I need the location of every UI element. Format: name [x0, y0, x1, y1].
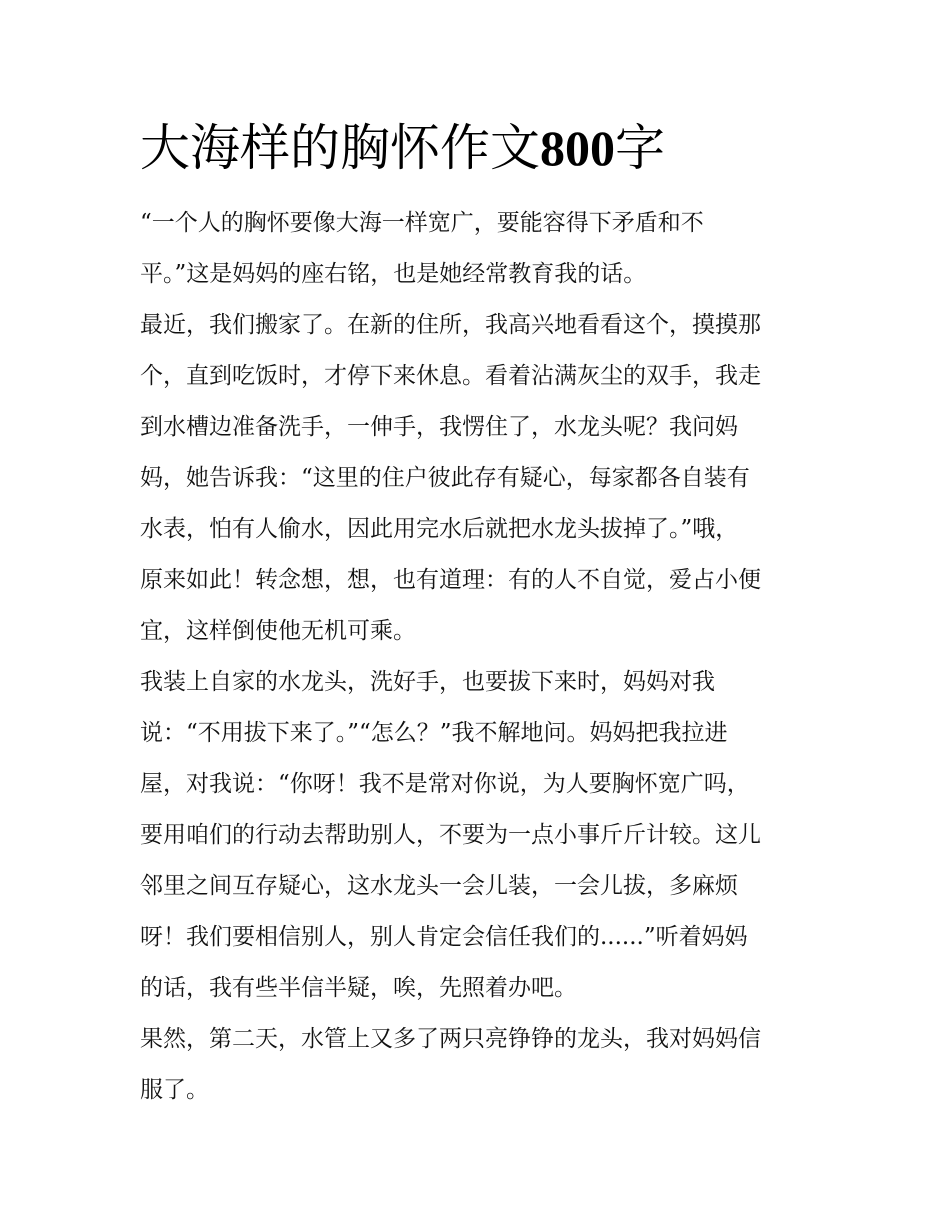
text-line: 说：“不用拔下来了。”“怎么？”我不解地问。妈妈把我拉进	[140, 720, 728, 746]
text-line: 服了。	[140, 1077, 209, 1103]
text-line: 水表，怕有人偷水，因此用完水后就把水龙头拔掉了。”哦，	[140, 516, 739, 542]
text-line: 屋，对我说：“你呀！我不是常对你说，为人要胸怀宽广吗，	[140, 771, 750, 797]
text-line: 果然，第二天，水管上又多了两只亮铮铮的龙头，我对妈妈信	[140, 1026, 761, 1052]
text-line: “一个人的胸怀要像大海一样宽广，要能容得下矛盾和不	[140, 210, 704, 236]
text-line: 的话，我有些半信半疑，唉，先照着办吧。	[140, 975, 577, 1001]
text-line: 原来如此！转念想，想，也有道理：有的人不自觉，爱占小便	[140, 567, 761, 593]
text-line: 最近，我们搬家了。在新的住所，我高兴地看看这个，摸摸那	[140, 312, 761, 338]
text-line: 要用咱们的行动去帮助别人，不要为一点小事斤斤计较。这儿	[140, 822, 761, 848]
title-number: 800	[540, 120, 615, 176]
title-tail-text: 字	[615, 119, 665, 177]
text-line: 呀！我们要相信别人，别人肯定会信任我们的......”听着妈妈	[140, 924, 748, 950]
text-line: 个，直到吃饭时，才停下来休息。看着沾满灰尘的双手，我走	[140, 363, 761, 389]
document-title	[140, 112, 665, 184]
text-line: 我装上自家的水龙头，洗好手，也要拔下来时，妈妈对我	[140, 669, 715, 695]
text-line: 到水槽边准备洗手，一伸手，我愣住了，水龙头呢？我问妈	[140, 414, 738, 440]
text-line: 妈，她告诉我：“这里的住户彼此存有疑心，每家都各自装有	[140, 465, 750, 491]
title-main-text: 大海样的胸怀作文	[140, 119, 540, 177]
text-line: 平。”这是妈妈的座右铭，也是她经常教育我的话。	[140, 261, 647, 287]
text-line: 宜，这样倒使他无机可乘。	[140, 618, 416, 644]
text-line: 邻里之间互存疑心，这水龙头一会儿装，一会儿拔，多麻烦	[140, 873, 738, 899]
